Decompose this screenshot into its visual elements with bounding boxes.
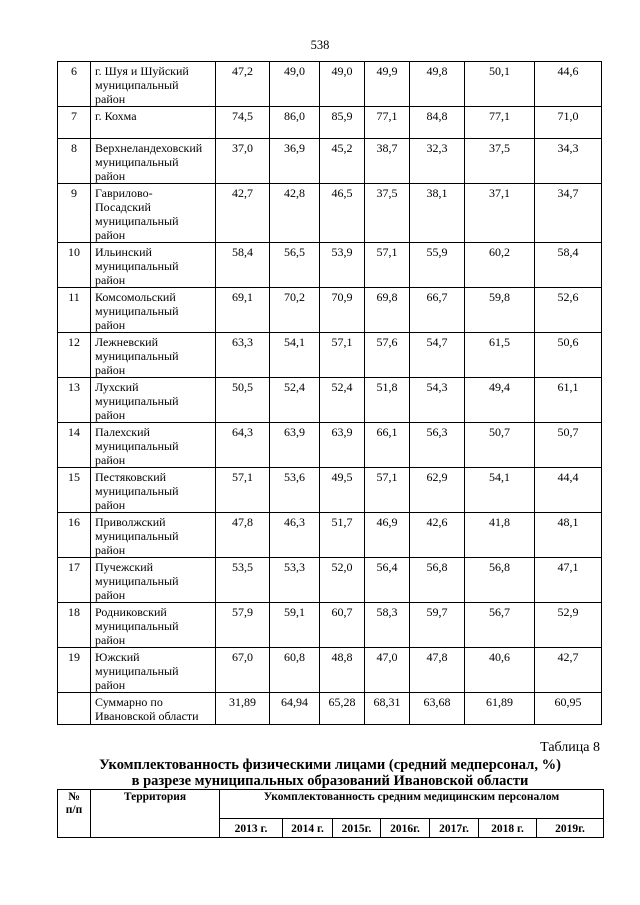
value-cell: 37,5 — [465, 139, 535, 184]
territory-name — [91, 513, 216, 558]
header-year: 2018 г. — [479, 819, 537, 838]
value-cell: 49,5 — [320, 468, 365, 513]
territory-name — [91, 333, 216, 378]
value-cell: 47,1 — [535, 558, 602, 603]
value-cell: 54,3 — [410, 378, 465, 423]
value-cell: 59,1 — [270, 603, 320, 648]
value-cell: 55,9 — [410, 243, 465, 288]
row-number: 6 — [58, 62, 91, 107]
value-cell: 56,3 — [410, 423, 465, 468]
header-year: 2014 г. — [283, 819, 333, 838]
value-cell: 60,8 — [270, 648, 320, 693]
territory-name-line: муниципальный — [95, 78, 179, 92]
value-cell: 60,2 — [465, 243, 535, 288]
table-label: Таблица 8 — [540, 740, 600, 755]
value-cell: 42,7 — [216, 184, 270, 243]
territory-name-line: район — [95, 543, 126, 557]
row-number: 10 — [58, 243, 91, 288]
territory-name-line: Пучежский — [95, 560, 154, 574]
value-cell: 44,6 — [535, 62, 602, 107]
value-cell: 32,3 — [410, 139, 465, 184]
value-cell: 41,8 — [465, 513, 535, 558]
territory-name-line: муниципальный — [95, 529, 179, 543]
territory-name-line: район — [95, 588, 126, 602]
territory-name-line: Ивановской области — [95, 709, 199, 723]
value-cell: 86,0 — [270, 107, 320, 139]
territory-name-line: муниципальный — [95, 349, 179, 363]
territory-name-line: муниципальный — [95, 214, 179, 228]
value-cell: 77,1 — [365, 107, 410, 139]
table-row — [58, 62, 602, 107]
table-row — [58, 693, 602, 725]
row-number: 15 — [58, 468, 91, 513]
value-cell: 59,7 — [410, 603, 465, 648]
value-cell: 63,9 — [320, 423, 365, 468]
row-number: 16 — [58, 513, 91, 558]
territory-name-line: Лухский — [95, 380, 139, 394]
territory-name-line: Пестяковский — [95, 470, 167, 484]
value-cell: 66,1 — [365, 423, 410, 468]
value-cell: 42,7 — [535, 648, 602, 693]
value-cell: 61,89 — [465, 693, 535, 725]
value-cell: 45,2 — [320, 139, 365, 184]
header-num-line2: п/п — [65, 804, 83, 816]
value-cell: 69,1 — [216, 288, 270, 333]
value-cell: 63,68 — [410, 693, 465, 725]
territory-name — [91, 468, 216, 513]
value-cell: 71,0 — [535, 107, 602, 139]
territory-name-line: Верхнеландеховский — [95, 141, 203, 155]
territory-name-line: Родниковский — [95, 605, 167, 619]
row-number: 19 — [58, 648, 91, 693]
territory-name-line: г. Кохма — [95, 109, 137, 123]
value-cell: 68,31 — [365, 693, 410, 725]
value-cell: 60,95 — [535, 693, 602, 725]
value-cell: 52,4 — [270, 378, 320, 423]
territory-name-line: муниципальный — [95, 304, 179, 318]
value-cell: 59,8 — [465, 288, 535, 333]
territory-name — [91, 603, 216, 648]
value-cell: 42,6 — [410, 513, 465, 558]
value-cell: 57,1 — [216, 468, 270, 513]
header-group: Укомплектованность средним медицинским персоналом — [220, 790, 604, 819]
value-cell: 58,3 — [365, 603, 410, 648]
territory-name-line: муниципальный — [95, 619, 179, 633]
territory-name-line: район — [95, 678, 126, 692]
value-cell: 50,7 — [535, 423, 602, 468]
value-cell: 34,3 — [535, 139, 602, 184]
table-title — [57, 757, 603, 789]
value-cell: 57,1 — [365, 468, 410, 513]
territory-name-line: район — [95, 92, 126, 106]
value-cell: 60,7 — [320, 603, 365, 648]
value-cell: 37,5 — [365, 184, 410, 243]
territory-name-line: муниципальный — [95, 259, 179, 273]
table-title-line2: в разрезе муниципальных образований Ивановской области — [131, 773, 529, 789]
value-cell: 66,7 — [410, 288, 465, 333]
header-num — [58, 790, 91, 838]
value-cell: 53,5 — [216, 558, 270, 603]
value-cell: 34,7 — [535, 184, 602, 243]
value-cell: 52,6 — [535, 288, 602, 333]
value-cell: 48,1 — [535, 513, 602, 558]
value-cell: 54,7 — [410, 333, 465, 378]
territory-name-line: муниципальный — [95, 439, 179, 453]
table-row — [58, 603, 602, 648]
header-year: 2016г. — [381, 819, 430, 838]
table-row — [58, 288, 602, 333]
territory-name — [91, 288, 216, 333]
value-cell: 58,4 — [216, 243, 270, 288]
territory-name-line: район — [95, 633, 126, 647]
value-cell: 64,3 — [216, 423, 270, 468]
value-cell: 67,0 — [216, 648, 270, 693]
value-cell: 47,8 — [410, 648, 465, 693]
value-cell: 50,6 — [535, 333, 602, 378]
value-cell: 56,4 — [365, 558, 410, 603]
territory-name-line: муниципальный — [95, 664, 179, 678]
territory-name-line: район — [95, 318, 126, 332]
row-number: 12 — [58, 333, 91, 378]
territory-name-line: Посадский — [95, 200, 151, 214]
row-number: 7 — [58, 107, 91, 139]
table8-header — [57, 789, 604, 838]
row-number: 13 — [58, 378, 91, 423]
value-cell: 53,6 — [270, 468, 320, 513]
value-cell: 46,5 — [320, 184, 365, 243]
value-cell: 56,8 — [465, 558, 535, 603]
value-cell: 49,0 — [270, 62, 320, 107]
value-cell: 42,8 — [270, 184, 320, 243]
header-num-line1: № — [68, 791, 80, 803]
value-cell: 52,0 — [320, 558, 365, 603]
territory-name — [91, 184, 216, 243]
value-cell: 48,8 — [320, 648, 365, 693]
value-cell: 70,9 — [320, 288, 365, 333]
territory-name-line: район — [95, 363, 126, 377]
data-table — [57, 61, 602, 725]
row-number: 18 — [58, 603, 91, 648]
value-cell: 46,9 — [365, 513, 410, 558]
territory-name-line: Гаврилово- — [95, 186, 153, 200]
value-cell: 77,1 — [465, 107, 535, 139]
territory-name-line: муниципальный — [95, 574, 179, 588]
territory-name-line: район — [95, 453, 126, 467]
territory-name-line: Комсомольский — [95, 290, 176, 304]
table-row — [58, 333, 602, 378]
territory-name-line: Ильинский — [95, 245, 152, 259]
value-cell: 52,4 — [320, 378, 365, 423]
value-cell: 57,1 — [320, 333, 365, 378]
value-cell: 85,9 — [320, 107, 365, 139]
row-number: 17 — [58, 558, 91, 603]
territory-name-line: муниципальный — [95, 484, 179, 498]
value-cell: 65,28 — [320, 693, 365, 725]
value-cell: 47,0 — [365, 648, 410, 693]
value-cell: 56,7 — [465, 603, 535, 648]
territory-name-line: район — [95, 228, 126, 242]
territory-name — [91, 243, 216, 288]
value-cell: 49,9 — [365, 62, 410, 107]
territory-name-line: район — [95, 498, 126, 512]
table-title-line1: Укомплектованность физическими лицами (средний медперсонал, %) — [99, 757, 561, 773]
value-cell: 54,1 — [270, 333, 320, 378]
value-cell: 51,8 — [365, 378, 410, 423]
value-cell: 70,2 — [270, 288, 320, 333]
value-cell: 62,9 — [410, 468, 465, 513]
page-number: 538 — [310, 38, 330, 52]
value-cell: 37,1 — [465, 184, 535, 243]
value-cell: 38,7 — [365, 139, 410, 184]
table-row — [58, 378, 602, 423]
row-number: 11 — [58, 288, 91, 333]
value-cell: 44,4 — [535, 468, 602, 513]
value-cell: 54,1 — [465, 468, 535, 513]
value-cell: 61,5 — [465, 333, 535, 378]
value-cell: 31,89 — [216, 693, 270, 725]
territory-name-line: муниципальный — [95, 394, 179, 408]
territory-name-line: район — [95, 408, 126, 422]
territory-name — [91, 62, 216, 107]
value-cell: 47,2 — [216, 62, 270, 107]
value-cell: 57,1 — [365, 243, 410, 288]
value-cell: 46,3 — [270, 513, 320, 558]
territory-name — [91, 378, 216, 423]
territory-name-line: Суммарно по — [95, 695, 163, 709]
value-cell: 52,9 — [535, 603, 602, 648]
row-number: 8 — [58, 139, 91, 184]
value-cell: 49,0 — [320, 62, 365, 107]
territory-name — [91, 693, 216, 725]
value-cell: 64,94 — [270, 693, 320, 725]
value-cell: 58,4 — [535, 243, 602, 288]
value-cell: 49,4 — [465, 378, 535, 423]
table-row — [58, 184, 602, 243]
value-cell: 63,3 — [216, 333, 270, 378]
value-cell: 37,0 — [216, 139, 270, 184]
value-cell: 57,6 — [365, 333, 410, 378]
table-row — [58, 107, 602, 139]
territory-name-line: г. Шуя и Шуйский — [95, 64, 189, 78]
territory-name-line: Приволжский — [95, 515, 166, 529]
value-cell: 38,1 — [410, 184, 465, 243]
value-cell: 50,1 — [465, 62, 535, 107]
value-cell: 74,5 — [216, 107, 270, 139]
row-number — [58, 693, 91, 725]
table-row — [58, 558, 602, 603]
value-cell: 49,8 — [410, 62, 465, 107]
value-cell: 40,6 — [465, 648, 535, 693]
value-cell: 56,8 — [410, 558, 465, 603]
table-row — [58, 648, 602, 693]
territory-name — [91, 139, 216, 184]
value-cell: 61,1 — [535, 378, 602, 423]
value-cell: 69,8 — [365, 288, 410, 333]
value-cell: 50,7 — [465, 423, 535, 468]
table-row — [58, 243, 602, 288]
territory-name-line: Лежневский — [95, 335, 159, 349]
territory-name — [91, 423, 216, 468]
header-year: 2015г. — [333, 819, 381, 838]
territory-name — [91, 558, 216, 603]
header-year: 2013 г. — [220, 819, 283, 838]
value-cell: 47,8 — [216, 513, 270, 558]
value-cell: 63,9 — [270, 423, 320, 468]
table-row — [58, 139, 602, 184]
header-territory: Территория — [91, 790, 220, 838]
value-cell: 84,8 — [410, 107, 465, 139]
value-cell: 57,9 — [216, 603, 270, 648]
territory-name-line: район — [95, 273, 126, 287]
territory-name — [91, 648, 216, 693]
territory-name-line: муниципальный — [95, 155, 179, 169]
territory-name-line: Южский — [95, 650, 140, 664]
territory-name — [91, 107, 216, 139]
header-year: 2017г. — [430, 819, 479, 838]
table-row — [58, 513, 602, 558]
value-cell: 36,9 — [270, 139, 320, 184]
territory-name-line: Палехский — [95, 425, 150, 439]
header-year: 2019г. — [537, 819, 604, 838]
row-number: 14 — [58, 423, 91, 468]
value-cell: 51,7 — [320, 513, 365, 558]
value-cell: 53,9 — [320, 243, 365, 288]
value-cell: 53,3 — [270, 558, 320, 603]
table-row — [58, 468, 602, 513]
value-cell: 50,5 — [216, 378, 270, 423]
value-cell: 56,5 — [270, 243, 320, 288]
table-row — [58, 423, 602, 468]
row-number: 9 — [58, 184, 91, 243]
territory-name-line: район — [95, 169, 126, 183]
